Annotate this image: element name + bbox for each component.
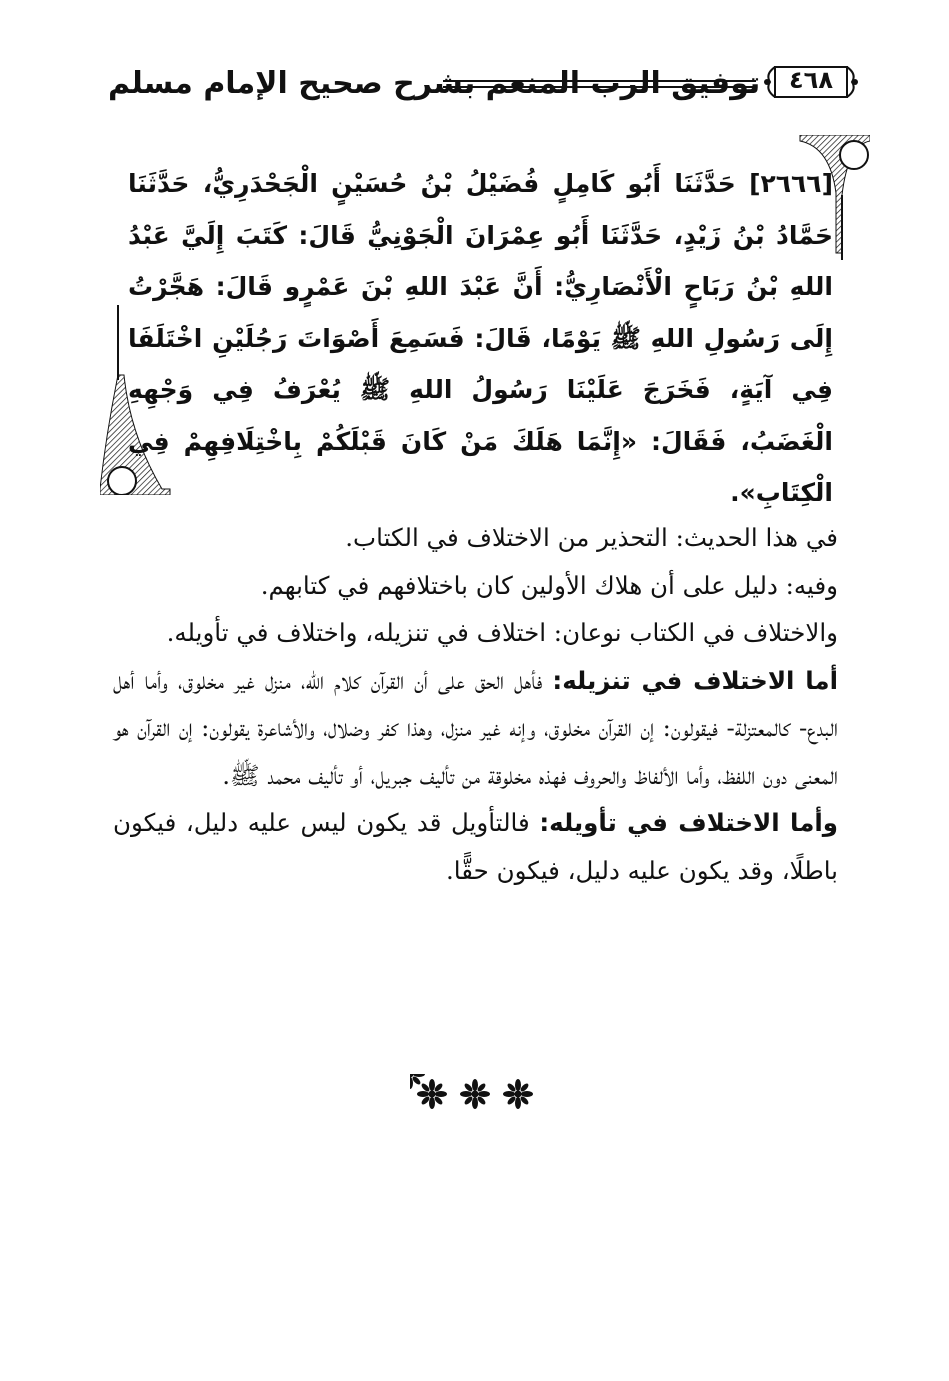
page-header <box>108 62 861 112</box>
commentary <box>113 514 838 894</box>
paragraph-lead: وأما الاختلاف في تأويله: <box>539 808 838 837</box>
commentary-paragraph <box>113 657 838 800</box>
paragraph-body: فأهل الحق على أن القرآن كلام الله، منزل غير مخلوق، وأما أهل البدع- كالمعتزلة- فيقولون: إن القرآن مخلوق، وإنه غير منزل، وهذا كفر وضلال، والأشاعرة يقولون: إن القرآن هو المعنى دون اللفظ، وأما الألفاظ والحروف فهذه مخلوقة من تأليف جبريل، أو تأليف محمد ﷺ. <box>113 665 838 790</box>
commentary-paragraph: في هذا الحديث: التحذير من الاختلاف في الكتاب. <box>345 523 838 552</box>
three-floral-asterisks-icon <box>410 1074 540 1114</box>
hadith-text: [٢٦٦٦] حَدَّثَنَا أَبُو كَامِلٍ فُضَيْلُ بْنُ حُسَيْنٍ الْجَحْدَرِيُّ، حَدَّثَنَا حَمَّادُ بْنُ زَيْدٍ، حَدَّثَنَا أَبُو عِمْرَانَ الْجَوْنِيُّ قَالَ: كَتَبَ إِلَيَّ عَبْدُ اللهِ بْنُ رَبَاحٍ الْأَنْصَارِيُّ: أَنَّ عَبْدَ اللهِ بْنَ عَمْرٍو قَالَ: هَجَّرْتُ إِلَى رَسُولِ اللهِ ﷺ يَوْمًا، قَالَ: فَسَمِعَ أَصْوَاتَ رَجُلَيْنِ اخْتَلَفَا فِي آيَةٍ، فَخَرَجَ عَلَيْنَا رَسُولُ اللهِ ﷺ يُعْرَفُ فِي وَجْهِهِ الْغَضَبُ، فَقَالَ: «إِنَّمَا هَلَكَ مَنْ كَانَ قَبْلَكُمْ بِاخْتِلَافِهِمْ فِي الْكِتَابِ». <box>128 169 833 507</box>
commentary-paragraph <box>113 799 838 894</box>
page-number-frame <box>761 64 861 100</box>
section-ornament <box>0 1074 949 1118</box>
book-title: توفيق الرب المنعم بشرح صحيح الإمام مسلم <box>108 66 761 101</box>
header-rule <box>443 80 756 88</box>
commentary-paragraph: وفيه: دليل على أن هلاك الأولين كان باختلافهم في كتابهم. <box>260 570 838 600</box>
paragraph-body: فالتأويل قد يكون ليس عليه دليل، فيكون باطلًا، وقد يكون عليه دليل، فيكون حقًّا. <box>113 808 838 885</box>
paragraph-lead: أما الاختلاف في تنزيله: <box>552 665 839 695</box>
commentary-paragraph: والاختلاف في الكتاب نوعان: اختلاف في تنزيله، واختلاف في تأويله. <box>166 618 838 647</box>
page-number: ٤٦٨ <box>789 66 833 94</box>
